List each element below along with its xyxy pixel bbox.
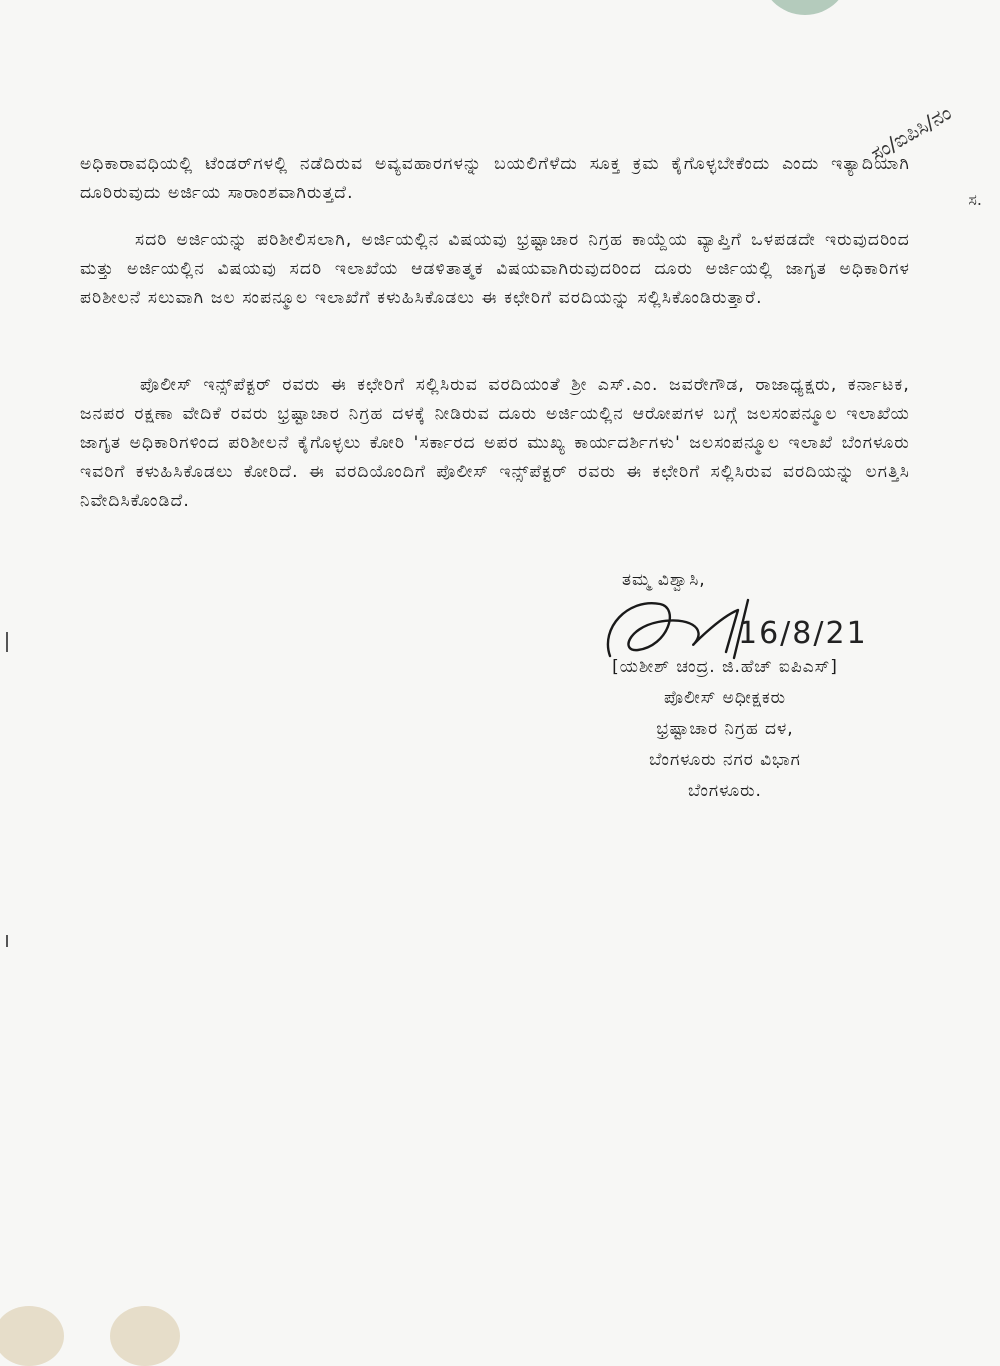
body-paragraph-1: ಅಧಿಕಾರಾವಧಿಯಲ್ಲಿ ಟೆಂಡರ್‌ಗಳಲ್ಲಿ ನಡೆದಿರುವ ಅವ್ಯವಹಾರಗಳನ್ನು ಬಯಲಿಗೆಳೆದು ಸೂಕ್ತ ಕ್ರಮ ಕೈಗೊಳ್ಳಬೇಕೆಂದು ಎಂದು ಇತ್ಯಾದಿಯಾಗಿ ದೂರಿರುವುದು ಅರ್ಜಿಯ ಸಾರಾಂಶವಾಗಿರುತ್ತದೆ. [80,154,910,203]
body-paragraph-2: ಸದರಿ ಅರ್ಜಿಯನ್ನು ಪರಿಶೀಲಿಸಲಾಗಿ, ಅರ್ಜಿಯಲ್ಲಿನ ವಿಷಯವು ಭ್ರಷ್ಟಾಚಾರ ನಿಗ್ರಹ ಕಾಯ್ದೆಯ ವ್ಯಾಪ್ತಿಗೆ ಒಳಪಡದೇ ಇರುವುದರಿಂದ ಮತ್ತು ಅರ್ಜಿಯಲ್ಲಿನ ವಿಷಯವು ಸದರಿ ಇಲಾಖೆಯ ಆಡಳಿತಾತ್ಮಕ ವಿಷಯವಾಗಿರುವುದರಿಂದ ದೂರು ಅರ್ಜಿಯಲ್ಲಿ ಜಾಗೃತ ಅಧಿಕಾರಿಗಳ ಪರಿಶೀಲನೆ ಸಲುವಾಗಿ ಜಲ ಸಂಪನ್ಮೂಲ ಇಲಾಖೆಗೆ ಕಳುಹಿಸಿಕೊಡಲು ಈ ಕಛೇರಿಗೆ ವರದಿಯನ್ನು ಸಲ್ಲಿಸಿಕೊಂಡಿರುತ್ತಾರೆ. [80,230,910,308]
body-paragraph-3: ಪೊಲೀಸ್ ಇನ್ಸ್‌ಪೆಕ್ಟರ್ ರವರು ಈ ಕಛೇರಿಗೆ ಸಲ್ಲಿಸಿರುವ ವರದಿಯಂತೆ ಶ್ರೀ ಎಸ್.ಎಂ. ಜವರೇಗೌಡ, ರಾಜಾಧ್ಯಕ್ಷರು, ಕರ್ನಾಟಕ, ಜನಪರ ರಕ್ಷಣಾ ವೇದಿಕೆ ರವರು ಭ್ರಷ್ಟಾಚಾರ ನಿಗ್ರಹ ದಳಕ್ಕೆ ನೀಡಿರುವ ದೂರು ಅರ್ಜಿಯಲ್ಲಿನ ಆರೋಪಗಳ ಬಗ್ಗೆ ಜಲಸಂಪನ್ಮೂಲ ಇಲಾಖೆಯ ಜಾಗೃತ ಅಧಿಕಾರಿಗಳಿಂದ ಪರಿಶೀಲನೆ ಕೈಗೊಳ್ಳಲು ಕೋರಿ 'ಸರ್ಕಾರದ ಅಪರ ಮುಖ್ಯ ಕಾರ್ಯದರ್ಶಿಗಳು' ಜಲಸಂಪನ್ಮೂಲ ಇಲಾಖೆ ಬೆಂಗಳೂರು ಇವರಿಗೆ ಕಳುಹಿಸಿಕೊಡಲು ಕೋರಿದೆ. ಈ ವರದಿಯೊಂದಿಗೆ ಪೊಲೀಸ್ ಇನ್ಸ್‌ಪೆಕ್ಟರ್ ರವರು ಈ ಕಛೇರಿಗೆ ಸಲ್ಲಿಸಿರುವ ವರದಿಯನ್ನು ಲಗತ್ತಿಸಿ ನಿವೇದಿಸಿಕೊಂಡಿದೆ. [80,375,910,511]
signatory-name: [ಯಶೀಶ್ ಚಂದ್ರ. ಜಿ.ಹೆಚ್ ಐಪಿಎಸ್] [612,657,838,677]
signature-date: 16/8/21 [738,616,868,651]
signatory-division: ಬೆಂಗಳೂರು ನಗರ ವಿಭಾಗ [649,750,801,770]
margin-mark: ಸ. [968,190,982,209]
closing-salutation: ತಮ್ಮ ವಿಶ್ವಾಸಿ, [622,570,706,590]
signatory-city: ಬೆಂಗಳೂರು. [688,781,762,801]
signature-block [560,652,890,807]
signatory-department: ಭ್ರಷ್ಟಾಚಾರ ನಿಗ್ರಹ ದಳ, [656,719,794,739]
edge-mark [6,632,8,652]
scan-smudge [0,1306,64,1366]
corner-stain [760,0,850,15]
signatory-designation: ಪೊಲೀಸ್ ಅಧೀಕ್ಷಕರು [664,688,786,708]
scan-smudge [110,1306,180,1366]
corner-reference-note: ಸಂ/ಐಪಿಸಿ/ನಂ [866,100,956,166]
edge-mark [6,935,8,947]
